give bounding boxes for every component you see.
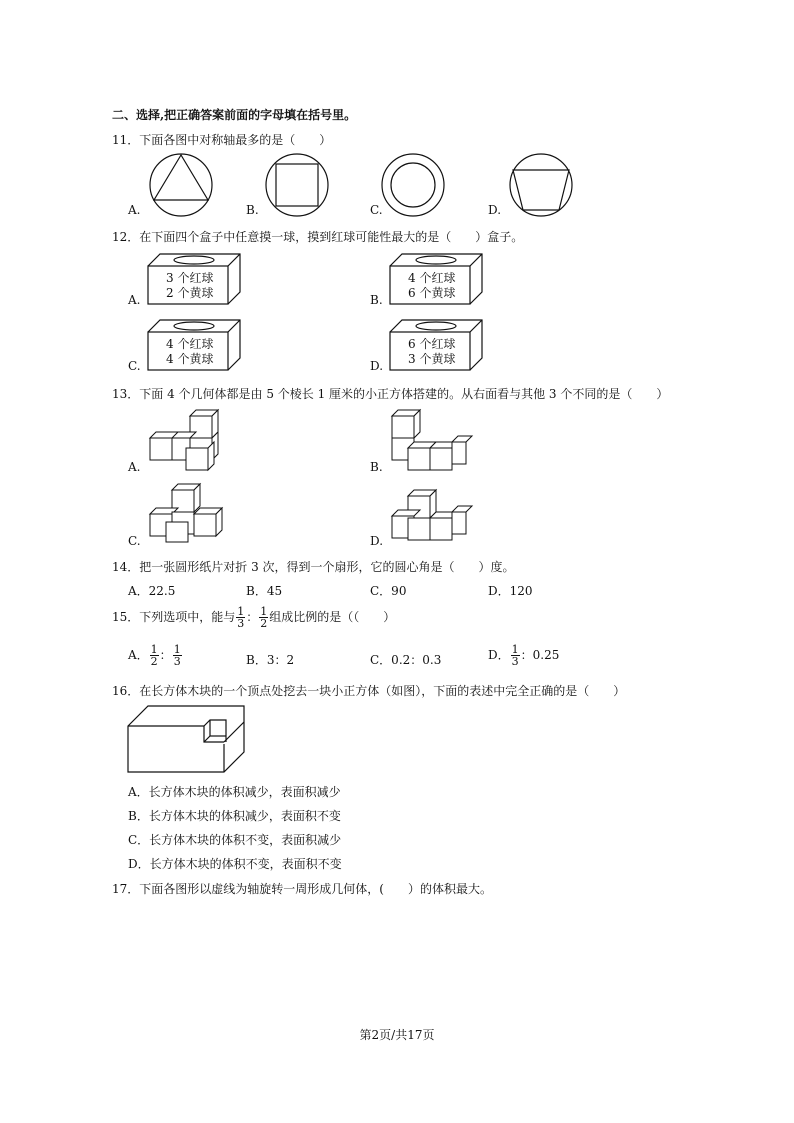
q12-box-c-line1: 4 个红球 [166, 337, 214, 351]
q13-option-b-label: B. [370, 460, 383, 474]
question-16-stem: 16．在长方体木块的一个顶点处挖去一块小正方体（如图），下面的表述中完全正确的是（ ） [112, 684, 626, 698]
section-title: 二、选择,把正确答案前面的字母填在括号里。 [112, 108, 357, 122]
q11-option-d-label: D. [488, 203, 502, 217]
q15-stem-frac2-num: 1 [260, 605, 268, 618]
q15-option-a [128, 644, 183, 667]
concentric-circles-figure [382, 154, 444, 216]
q13-cube-stack-b [388, 408, 478, 478]
q15-option-a-fraction-2 [173, 644, 182, 667]
circle-square-figure [266, 154, 328, 216]
q11-option-b-label: B. [246, 203, 259, 217]
q15-option-a-sep: ： [159, 648, 172, 662]
q15-stem-frac1-num: 1 [237, 605, 245, 618]
q15-stem-fraction-1 [236, 606, 245, 629]
q16-option-b: B．长方体木块的体积减少，表面积不变 [128, 809, 341, 823]
q13-option-a-label: A. [128, 460, 141, 474]
q13-cube-stack-d [388, 480, 478, 550]
q15-option-a-label: A． [128, 648, 149, 662]
q11-option-a-label: A. [128, 203, 141, 217]
q12-box-c-line2: 4 个黄球 [166, 352, 214, 366]
q15-stem-frac2-den: 2 [260, 617, 268, 630]
circle-triangle-figure [150, 154, 212, 216]
q13-option-c-label: C. [128, 534, 141, 548]
page-footer: 第2页/共17页 [359, 1028, 435, 1042]
q15-d-frac-den: 3 [511, 655, 519, 668]
q13-cube-stack-a [146, 408, 236, 478]
q16-option-a: A．长方体木块的体积减少，表面积减少 [128, 785, 341, 799]
q12-box-a-line1: 3 个红球 [166, 271, 214, 285]
q14-option-d: D．120 [488, 584, 533, 598]
q14-option-a: A．22.5 [128, 584, 176, 598]
circle-trapezoid-figure [510, 154, 572, 216]
q15-option-d [488, 644, 559, 667]
q15-a-frac1-num: 1 [150, 643, 158, 656]
q12-option-d-label: D. [370, 359, 384, 373]
q12-box-b-line2: 6 个黄球 [408, 286, 456, 300]
q14-option-b: B．45 [246, 584, 283, 598]
q11-figures [0, 150, 794, 230]
q15-a-frac2-den: 3 [173, 655, 181, 668]
q15-option-a-fraction-1 [150, 644, 159, 667]
q15-stem-post: 组成比例的是（（ ） [269, 610, 396, 624]
q15-option-d-post: ：0.25 [520, 648, 560, 662]
q16-option-d: D．长方体木块的体积不变，表面积不变 [128, 857, 342, 871]
q12-option-b-label: B. [370, 293, 383, 307]
q15-stem-fraction-2 [259, 606, 268, 629]
q15-option-c: C．0.2：0.3 [370, 653, 442, 667]
q12-option-c-label: C. [128, 359, 141, 373]
q12-option-a-label: A. [128, 293, 141, 307]
q12-box-d-line1: 6 个红球 [408, 337, 456, 351]
question-12-stem: 12．在下面四个盒子中任意摸一球，摸到红球可能性最大的是（ ）盒子。 [112, 230, 524, 244]
q15-option-d-fraction [511, 644, 520, 667]
q13-cube-stack-c [146, 480, 236, 550]
q15-stem-pre: 15．下列选项中，能与 [112, 610, 236, 624]
question-13-stem: 13．下面 4 个几何体都是由 5 个棱长 1 厘米的小正方体搭建的。从右面看与其他 3 个不同的是（ ） [112, 387, 669, 401]
q15-d-frac-num: 1 [511, 643, 519, 656]
question-15-stem [112, 606, 395, 629]
q15-option-d-label: D． [488, 648, 510, 662]
question-14-stem: 14．把一张圆形纸片对折 3 次，得到一个扇形，它的圆心角是（ ）度。 [112, 560, 515, 574]
q14-option-c: C．90 [370, 584, 407, 598]
q15-option-b: B．3：2 [246, 653, 295, 667]
q16-option-c: C．长方体木块的体积不变，表面积减少 [128, 833, 342, 847]
q11-option-c-label: C. [370, 203, 383, 217]
q15-a-frac1-den: 2 [150, 655, 158, 668]
q12-box-b-line1: 4 个红球 [408, 271, 456, 285]
q13-option-d-label: D. [370, 534, 384, 548]
question-17-stem: 17．下面各图形以虚线为轴旋转一周形成几何体，( ）的体积最大。 [112, 882, 492, 896]
q15-stem-frac1-den: 3 [237, 617, 245, 630]
q12-box-d-line2: 3 个黄球 [408, 352, 456, 366]
q12-box-a-line2: 2 个黄球 [166, 286, 214, 300]
q15-stem-sep: ： [246, 610, 259, 624]
q15-a-frac2-num: 1 [173, 643, 181, 656]
q16-cuboid-figure [126, 700, 256, 780]
question-11-stem: 11．下面各图中对称轴最多的是（ ） [112, 133, 332, 147]
